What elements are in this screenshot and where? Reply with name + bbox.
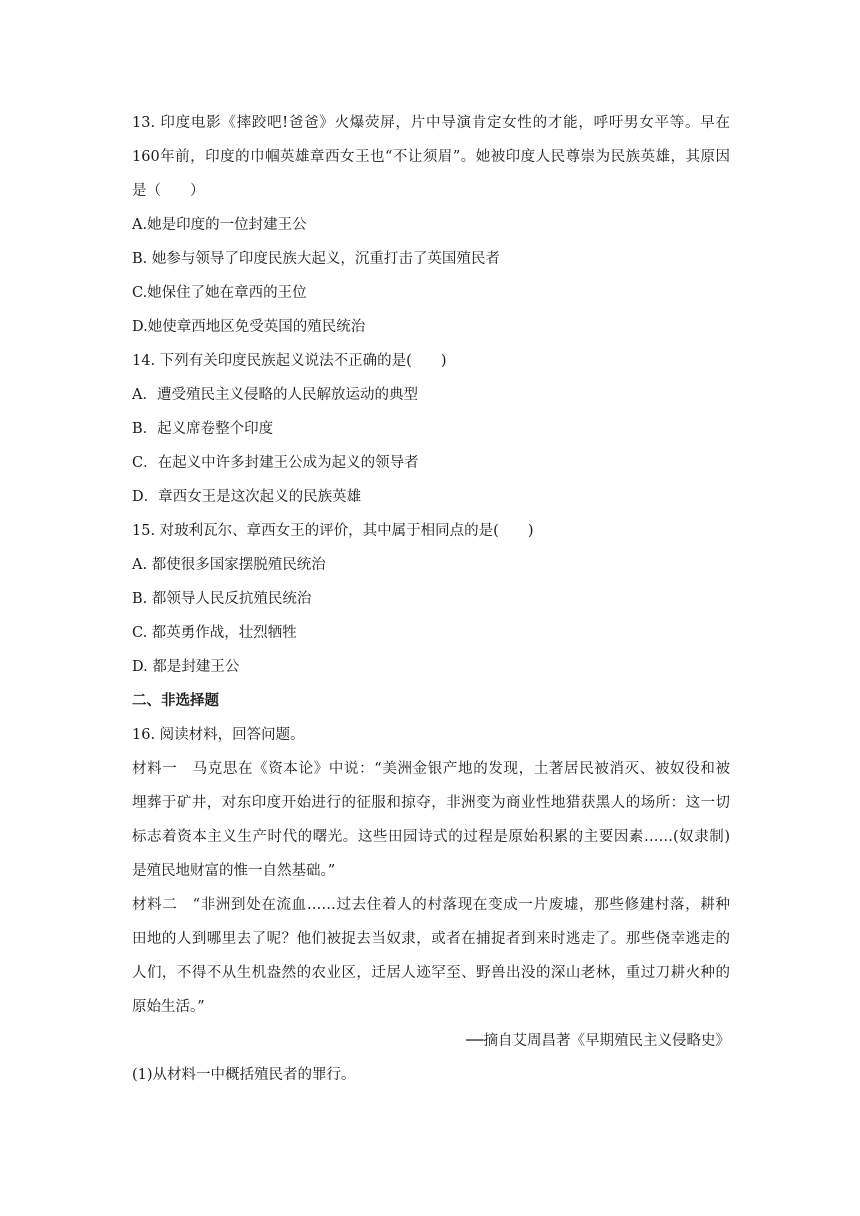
question-13-option-c: C.她保住了她在章西的王位 <box>132 285 307 301</box>
material-1-line-4: 是殖民地财富的惟一自然基础。” <box>132 863 336 879</box>
question-15-option-a: A. 都使很多国家摆脱殖民统治 <box>132 557 326 573</box>
material-1 <box>132 752 730 888</box>
question-14 <box>132 344 730 514</box>
material-1-line-1: 材料一 马克思在《资本论》中说：“美洲金银产地的发现，土著居民被消灭、被奴役和被 <box>132 761 730 777</box>
material-2-line-2: 田地的人到哪里去了呢？他们被捉去当奴隶，或者在捕捉者到来时逃走了。那些侥幸逃走的 <box>132 931 730 947</box>
material-2-line-1: 材料二 “非洲到处在流血……过去住着人的村落现在变成一片废墟，那些修建村落，耕种 <box>132 897 730 913</box>
question-16-stem: 16. 阅读材料，回答问题。 <box>132 727 305 743</box>
question-14-option-b: B．起义席卷整个印度 <box>132 421 274 437</box>
question-14-option-a: A．遭受殖民主义侵略的人民解放运动的典型 <box>132 387 418 403</box>
question-16 <box>132 718 730 1092</box>
question-13-option-d: D.她使章西地区免受英国的殖民统治 <box>132 319 366 335</box>
question-14-stem: 14. 下列有关印度民族起义说法不正确的是( ) <box>132 353 447 369</box>
question-13 <box>132 106 730 344</box>
question-13-option-a: A.她是印度的一位封建王公 <box>132 217 307 233</box>
question-15-option-b: B. 都领导人民反抗殖民统治 <box>132 591 312 607</box>
question-13-stem-line-1: 13. 印度电影《摔跤吧!爸爸》火爆荧屏，片中导演肯定女性的才能，呼吁男女平等。早在 <box>132 115 730 131</box>
question-13-option-b: B. 她参与领导了印度民族大起义，沉重打击了英国殖民者 <box>132 251 500 267</box>
question-13-stem-line-3: 是（ ） <box>132 183 205 199</box>
question-15-stem: 15. 对玻利瓦尔、章西女王的评价，其中属于相同点的是( ) <box>132 523 534 539</box>
material-2-line-4: 原始生活。” <box>132 999 205 1015</box>
question-15 <box>132 514 730 684</box>
material-1-line-2: 埋葬于矿井，对东印度开始进行的征服和掠夺，非洲变为商业性地猎获黑人的场所：这一切 <box>132 795 730 811</box>
question-13-stem-line-2: 160年前，印度的巾帼英雄章西女王也“不让须眉”。她被印度人民尊崇为民族英雄，其原因 <box>132 149 730 165</box>
material-2-line-3: 人们，不得不从生机盎然的农业区，迁居人迹罕至、野兽出没的深山老林，重过刀耕火种的 <box>132 965 730 981</box>
question-14-option-c: C．在起义中许多封建王公成为起义的领导者 <box>132 455 419 471</box>
material-1-line-3: 标志着资本主义生产时代的曙光。这些田园诗式的过程是原始积累的主要因素……(奴隶制) <box>132 829 730 845</box>
question-16-sub-1: (1)从材料一中概括殖民者的罪行。 <box>132 1067 356 1083</box>
question-15-option-d: D. 都是封建王公 <box>132 659 240 675</box>
material-2 <box>132 888 730 1024</box>
document-page <box>132 106 730 1092</box>
material-source: ──摘自艾周昌著《早期殖民主义侵略史》 <box>466 1033 730 1049</box>
question-15-option-c: C. 都英勇作战，壮烈牺牲 <box>132 625 297 641</box>
section-heading: 二、非选择题 <box>132 692 219 709</box>
question-14-option-d: D．章西女王是这次起义的民族英雄 <box>132 489 362 505</box>
